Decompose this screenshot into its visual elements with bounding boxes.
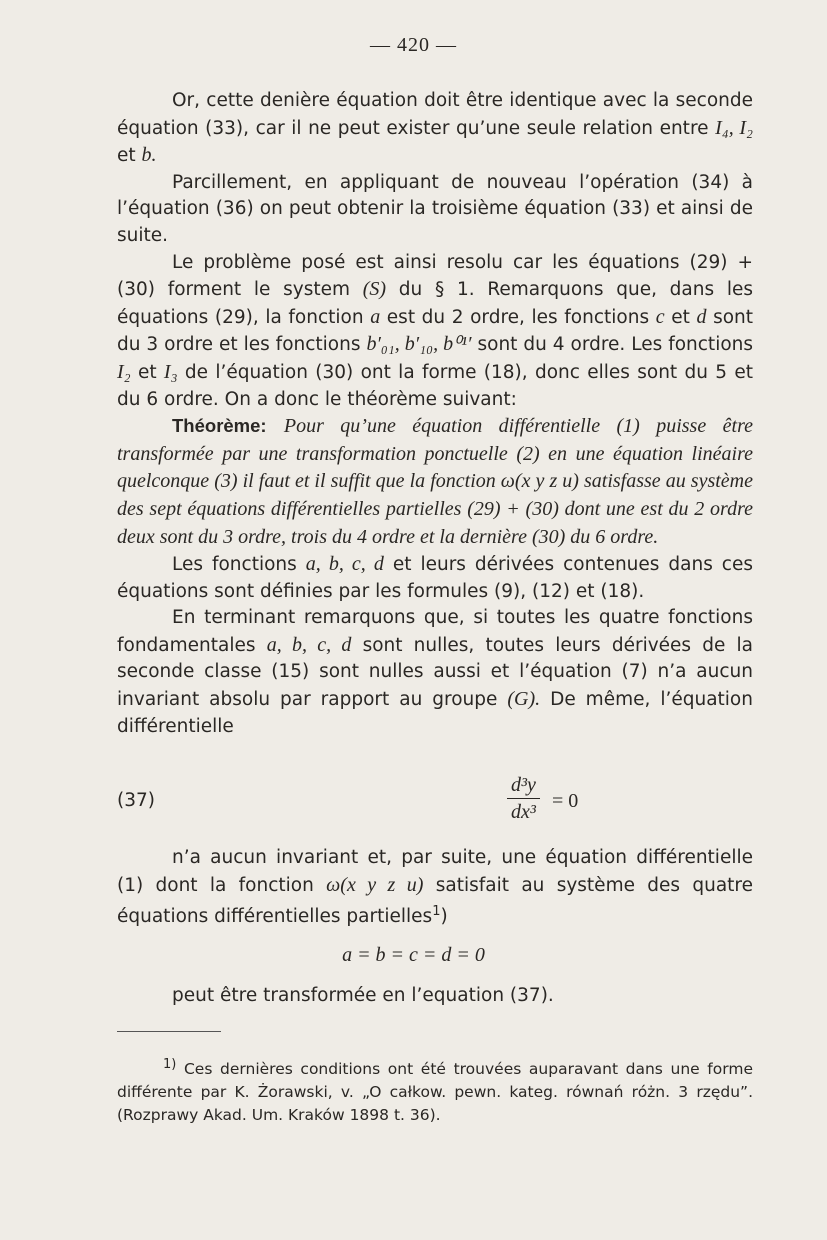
paragraph-1 (117, 88, 753, 170)
p3-bvars: b′₀₁, b′₁₀, b⁰¹′ (366, 333, 472, 356)
main-text-2 (117, 845, 753, 931)
equation-37-denominator: dx³ (511, 801, 536, 823)
p5-vars: a, b, c, d (266, 633, 352, 656)
footnote (117, 1053, 753, 1127)
p5-a: En terminant remarquons que, si toutes les quatre fonctions fondamentales (117, 607, 753, 656)
p4-a: Les fonctions (172, 554, 297, 576)
paragraph-6: n’a aucun invariant et, par suite, une équation différentielle (1) dont la fonction ω(x y z u) satisfait au système des quatre équations différentielles partielles$^1$) (117, 847, 753, 928)
equation-37-rhs: = 0 (552, 790, 579, 812)
equation-37-fraction (507, 772, 540, 825)
p4-b: et leurs dérivées contenues dans ces équations sont définies par les formules (9), (12) et (18). (117, 554, 753, 602)
footnote-mark: 1) (163, 1057, 177, 1072)
p3-I3: I₃ (163, 360, 178, 383)
equation-abcd: a = b = c = d = 0 (342, 944, 485, 966)
p3-d: sont du 3 ordre et les fonctions (117, 306, 753, 356)
theorem (117, 413, 753, 551)
paragraph-5 (117, 605, 753, 740)
page-number: — 420 — (370, 34, 457, 56)
p3-f: de l’équation (30) ont la forme (18), donc elles sont du 5 et du 6 ordre. On a donc le théorème suivant: (117, 361, 753, 410)
p5-b: sont nulles, toutes leurs dérivées de la seconde classe (15) sont nulles aussi et l’équation (7) n’a aucun invariant absolu par rapport au groupe (117, 634, 753, 711)
p3-et2: et (137, 361, 157, 383)
p6-omega: ω(x y z u) (326, 873, 424, 896)
theorem-label: Théorème: (172, 415, 267, 437)
p1-text: Or, cette denière équation doit être identique avec la seconde équation (33), car il ne peut exister qu’une seule relation entre (117, 90, 753, 139)
p1-b: b. (141, 144, 157, 167)
p4-vars: a, b, c, d (305, 553, 384, 576)
p3-dvar: d (696, 305, 707, 328)
p3-I2: I₂ (117, 360, 131, 383)
paragraph-3 (117, 250, 753, 414)
equation-37 (117, 772, 753, 832)
theorem-text: Pour qu’une équation différentielle (1) puisse être transformée par une transformation ponctuelle (2) en une équation linéaire quelconque (3) il faut et il suffit que la fonction ω(x y z u) satisfasse au système des sept équations différentielles partielles (29) + (30) dont une est du 2 ordre deux sont du 3 ordre, trois du 4 ordre et la dernière (30) du 6 ordre. (117, 415, 753, 548)
p6-a: n’a aucun invariant et, par suite, une équation différentielle (1) dont la fonction (117, 847, 753, 896)
equation-37-tag: (37) (117, 790, 155, 811)
p3-b: du § 1. Remarquons que, dans les équations (29), la fonction (117, 279, 753, 328)
equation-37-numerator: d³y (507, 772, 540, 799)
paragraph-7: peut être transformée en l’equation (37). (172, 985, 554, 1006)
main-text (117, 88, 753, 740)
p3-S: (S) (362, 278, 387, 301)
footnote-ref[interactable]: 1 (432, 904, 441, 920)
p3-cvar: c (655, 305, 665, 328)
p5-G: (G). (507, 688, 541, 711)
p3-a-var: a (370, 305, 381, 328)
footnote-text: Ces dernières conditions ont été trouvées auparavant dans une forme différente par K. Żorawski, v. „O całkow. pewn. kateg. równań różn. 3 rzędu”. (Rozprawy Akad. Um. Kraków 1898 t. 36). (117, 1060, 753, 1125)
footnote-divider (117, 1031, 221, 1032)
p3-et: et (671, 306, 690, 328)
p1-end: et (117, 145, 136, 167)
paragraph-4 (117, 551, 753, 605)
p3-c: est du 2 ordre, les fonctions (386, 306, 650, 328)
p6-b: satisfait au système des quatre équations différentielles partielles (117, 874, 753, 928)
p1-vars: I₄, I₂ (715, 116, 753, 139)
paragraph-2: Parcillement, en appliquant de nouveau l’opération (34) à l’équation (36) on peut obtenir la troisième équation (33) et ainsi de suite. (117, 171, 753, 246)
main-text-3 (117, 983, 753, 1010)
p3-e: sont du 4 ordre. Les fonctions (477, 334, 754, 356)
p5-c: De même, l’équation différentielle (117, 689, 753, 737)
p3-a: Le problème posé est ainsi resolu car les équations (29) + (30) forment le system (117, 251, 753, 301)
